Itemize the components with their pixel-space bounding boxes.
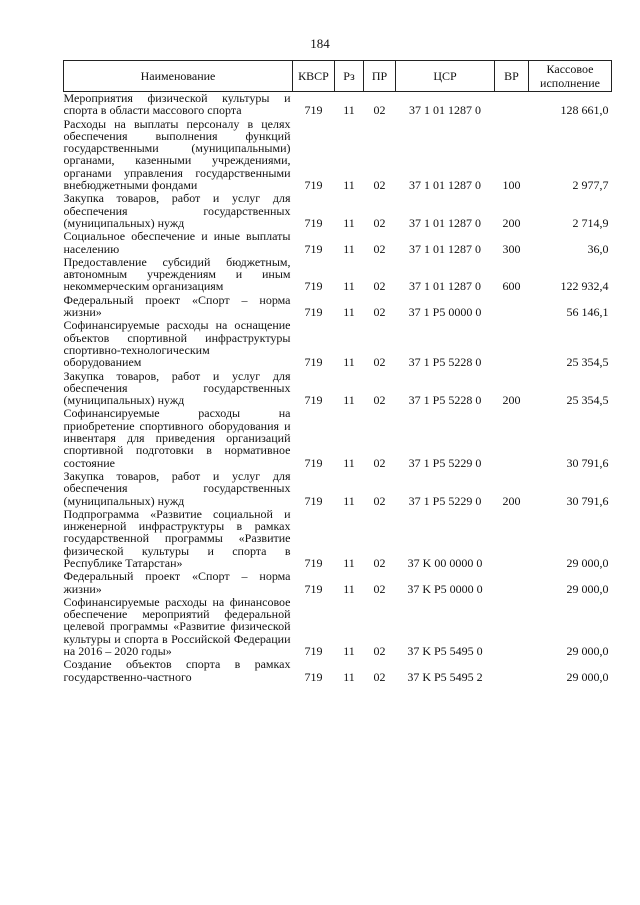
row-csr: 37 K P5 0000 0 (407, 581, 483, 596)
row-csr: 37 1 01 1287 0 (409, 241, 481, 256)
row-pr: 02 (373, 493, 386, 508)
row-kvsr: 719 (304, 393, 323, 408)
row-kvsr: 719 (304, 103, 323, 118)
table-row (64, 508, 612, 570)
row-amount: 30 791,6 (566, 455, 609, 470)
row-rz: 11 (343, 669, 355, 684)
row-pr: 02 (373, 555, 386, 570)
row-amount: 122 932,4 (560, 279, 609, 294)
table-row (64, 230, 612, 256)
page-number: 184 (310, 36, 330, 51)
row-vr (495, 294, 529, 320)
row-amount: 29 000,0 (566, 581, 609, 596)
row-vr (495, 658, 529, 684)
row-csr: 37 K P5 5495 0 (407, 644, 483, 659)
row-pr: 02 (373, 241, 386, 256)
row-amount: 29 000,0 (566, 644, 609, 659)
row-rz: 11 (343, 555, 355, 570)
header-name: Наименование (64, 61, 293, 92)
row-pr: 02 (373, 644, 386, 659)
row-amount: 128 661,0 (560, 103, 609, 118)
row-name: Софинансируемые расходы на финансовое обеспечение мероприятий федеральной целевой программы «Развитие физической культуры и спорта в Российской Федерации на 2016 – 2020 годы» (63, 594, 291, 659)
header-csr: ЦСР (396, 61, 495, 92)
table-row (64, 370, 612, 408)
row-vr (495, 508, 529, 570)
row-kvsr: 719 (304, 279, 323, 294)
table-row (64, 192, 612, 230)
table-row (64, 596, 612, 658)
row-csr: 37 1 P5 5229 0 (408, 493, 482, 508)
budget-table (63, 60, 612, 684)
row-vr: 100 (502, 178, 521, 193)
row-amount: 2 977,7 (572, 178, 609, 193)
row-csr: 37 1 P5 5228 0 (408, 355, 482, 370)
row-kvsr: 719 (304, 493, 323, 508)
table-row (64, 470, 612, 508)
row-csr: 37 1 01 1287 0 (409, 103, 481, 118)
row-pr: 02 (373, 355, 386, 370)
table-row (64, 570, 612, 596)
row-rz: 11 (343, 644, 355, 659)
row-vr (495, 92, 529, 118)
row-amount: 25 354,5 (566, 355, 609, 370)
row-vr: 300 (502, 241, 521, 256)
row-rz: 11 (343, 305, 355, 320)
row-kvsr: 719 (304, 455, 323, 470)
row-rz: 11 (343, 215, 355, 230)
row-kvsr: 719 (304, 241, 323, 256)
table-row (64, 294, 612, 320)
row-amount: 2 714,9 (572, 215, 609, 230)
row-vr (495, 570, 529, 596)
row-pr: 02 (373, 581, 386, 596)
header-amount: Кассовое исполнение (529, 61, 612, 92)
row-rz: 11 (343, 393, 355, 408)
table-row (64, 407, 612, 469)
row-kvsr: 719 (304, 555, 323, 570)
row-name: Федеральный проект «Спорт – норма жизни» (63, 569, 291, 596)
row-kvsr: 719 (304, 669, 323, 684)
row-vr (495, 407, 529, 469)
table-row (64, 92, 612, 118)
row-rz: 11 (343, 103, 355, 118)
row-vr: 600 (502, 279, 521, 294)
row-name: Мероприятия физической культуры и спорта в области массового спорта (63, 91, 291, 118)
row-csr: 37 1 01 1287 0 (409, 178, 481, 193)
row-name: Социальное обеспечение и иные выплаты населению (63, 229, 291, 256)
table-row (64, 658, 612, 684)
row-rz: 11 (343, 455, 355, 470)
header-pr: ПР (364, 61, 396, 92)
row-amount: 36,0 (587, 241, 609, 256)
row-name: Закупка товаров, работ и услуг для обеспечения государственных (муниципальных) нужд (63, 191, 291, 230)
header-rz: Рз (335, 61, 364, 92)
row-csr: 37 1 P5 5229 0 (408, 455, 482, 470)
row-amount: 56 146,1 (566, 305, 609, 320)
row-vr (495, 319, 529, 369)
header-vr: ВР (495, 61, 529, 92)
row-pr: 02 (373, 393, 386, 408)
row-csr: 37 K P5 5495 2 (407, 669, 483, 684)
row-rz: 11 (343, 279, 355, 294)
row-name: Подпрограмма «Развитие социальной и инженерной инфраструктуры в рамках государственной программы «Развитие физической культуры и спорта в Республике Татарстан» (63, 506, 291, 570)
row-rz: 11 (343, 241, 355, 256)
row-csr: 37 1 P5 0000 0 (408, 305, 482, 320)
row-pr: 02 (373, 103, 386, 118)
row-pr: 02 (373, 279, 386, 294)
row-amount: 29 000,0 (566, 669, 609, 684)
row-pr: 02 (373, 178, 386, 193)
row-vr: 200 (502, 215, 521, 230)
table-row (64, 118, 612, 193)
row-vr: 200 (502, 393, 521, 408)
row-kvsr: 719 (304, 355, 323, 370)
row-rz: 11 (343, 581, 355, 596)
table-body (64, 92, 612, 684)
row-name: Софинансируемые расходы на приобретение спортивного оборудования и инвентаря для приведения организаций спортивной подготовки в нормативное состояние (63, 406, 291, 470)
row-amount: 30 791,6 (566, 493, 609, 508)
table-row (64, 319, 612, 369)
row-kvsr: 719 (304, 178, 323, 193)
table-header (64, 61, 612, 92)
row-name: Предоставление субсидий бюджетным, автономным учреждениям и иным некоммерческим организациям (63, 254, 291, 294)
row-name: Софинансируемые расходы на оснащение объектов спортивной инфраструктуры спортивно-технологическим оборудованием (63, 318, 291, 370)
row-csr: 37 1 01 1287 0 (409, 215, 481, 230)
row-kvsr: 719 (304, 215, 323, 230)
row-pr: 02 (373, 669, 386, 684)
row-pr: 02 (373, 305, 386, 320)
header-kvsr: КВСР (293, 61, 335, 92)
row-amount: 29 000,0 (566, 555, 609, 570)
row-amount: 25 354,5 (566, 393, 609, 408)
row-csr: 37 K 00 0000 0 (407, 555, 483, 570)
row-rz: 11 (343, 178, 355, 193)
row-vr (495, 596, 529, 658)
row-pr: 02 (373, 455, 386, 470)
row-csr: 37 1 P5 5228 0 (408, 393, 482, 408)
row-name: Закупка товаров, работ и услуг для обеспечения государственных (муниципальных) нужд (63, 368, 291, 408)
row-name: Создание объектов спорта в рамках государственно-частного (63, 657, 291, 684)
row-kvsr: 719 (304, 581, 323, 596)
row-kvsr: 719 (304, 644, 323, 659)
row-kvsr: 719 (304, 305, 323, 320)
row-name: Закупка товаров, работ и услуг для обеспечения государственных (муниципальных) нужд (63, 468, 291, 508)
row-name: Расходы на выплаты персоналу в целях обеспечения выполнения функций государственными (муниципальными) органами, казенными учреждениями, органами управления государственными внебюджетными фондами (63, 116, 291, 193)
row-rz: 11 (343, 355, 355, 370)
table-row (64, 256, 612, 294)
row-pr: 02 (373, 215, 386, 230)
row-vr: 200 (502, 493, 521, 508)
row-csr: 37 1 01 1287 0 (409, 279, 481, 294)
row-name: Федеральный проект «Спорт – норма жизни» (63, 292, 291, 320)
row-rz: 11 (343, 493, 355, 508)
